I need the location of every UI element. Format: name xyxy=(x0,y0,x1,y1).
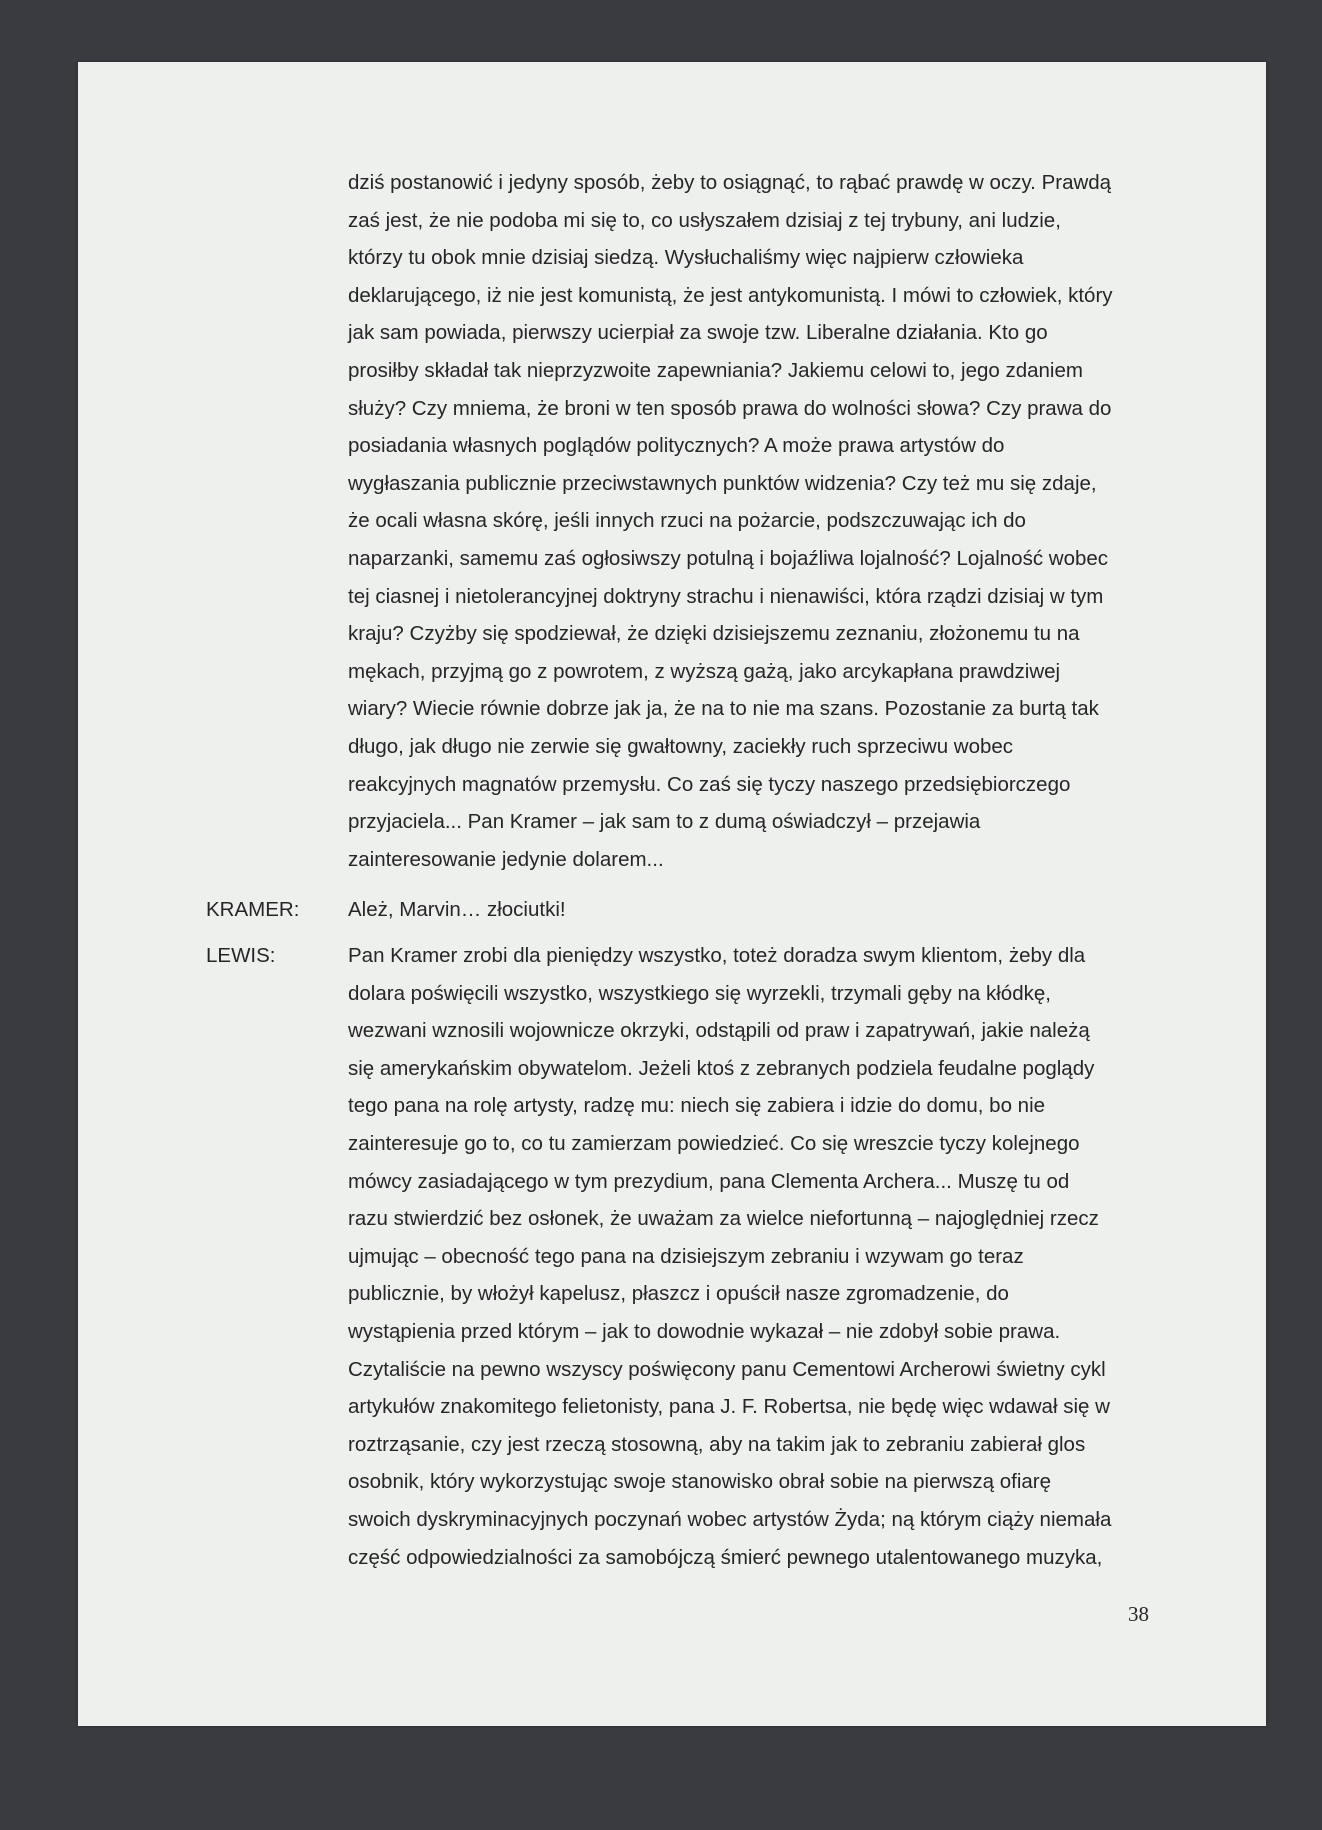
text-line: swoich dyskryminacyjnych poczynań wobec artystów Żyda; ną którym ciąży niemała xyxy=(348,1507,1112,1531)
text-line: którzy tu obok mnie dzisiaj siedzą. Wysłuchaliśmy więc najpierw człowieka xyxy=(348,246,1024,270)
text-line: osobnik, który wykorzystując swoje stanowisko obrał sobie na pierwszą ofiarę xyxy=(348,1470,1052,1494)
text-line: Ależ, Marvin… złociutki! xyxy=(348,898,566,921)
speaker-name: KRAMER: xyxy=(206,898,300,921)
page-number: 38 xyxy=(1128,1602,1149,1626)
text-line: naparzanki, samemu zaś ogłosiwszy potulną i bojaźliwa lojalność? Lojalność wobec xyxy=(348,546,1109,570)
text-line: wygłaszania publicznie przeciwstawnych punktów widzenia? Czy też mu się zdaje, xyxy=(348,471,1097,495)
text-line: część odpowiedzialności za samobójczą śmierć pewnego utalentowanego muzyka, xyxy=(348,1545,1103,1569)
page-content xyxy=(78,62,1266,1726)
text-line: mówcy zasiadającego w tym prezydium, pana Clementa Archera... Muszę tu od xyxy=(348,1169,1070,1193)
text-line: artykułów znakomitego felietonisty, pana J. F. Robertsa, nie będę więc wdawał się w xyxy=(348,1395,1110,1419)
document-page xyxy=(78,62,1266,1726)
text-line: Czytaliście na pewno wszyscy poświęcony panu Cementowi Archerowi świetny cykl xyxy=(348,1357,1106,1381)
text-line: długo, jak długo nie zerwie się gwałtowny, zaciekły ruch sprzeciwu wobec xyxy=(348,734,1014,758)
text-line: służy? Czy mniema, że broni w ten sposób prawa do wolności słowa? Czy prawa do xyxy=(348,396,1112,420)
text-line: roztrząsanie, czy jest rzeczą stosowną, aby na takim jak to zebraniu zabierał glos xyxy=(348,1432,1086,1456)
text-line: deklarującego, iż nie jest komunistą, że jest antykomunistą. I mówi to człowiek, który xyxy=(348,283,1113,307)
text-line: wezwani wznosili wojownicze okrzyki, odstąpili od praw i zapatrywań, jakie należą xyxy=(348,1019,1090,1043)
text-line: dziś postanowić i jedyny sposób, żeby to osiągnąć, to rąbać prawdę w oczy. Prawdą xyxy=(348,171,1112,194)
text-line: ujmując – obecność tego pana na dzisiejszym zebraniu i wzywam go teraz xyxy=(348,1244,1024,1268)
continued-speech xyxy=(348,164,1188,878)
kramer-speech xyxy=(348,891,1188,929)
text-line: tej ciasnej i nietolerancyjnej doktryny strachu i nienawiści, która rządzi dzisiaj w tym xyxy=(348,584,1104,608)
lewis-speech xyxy=(348,937,1188,1576)
text-line: posiadania własnych poglądów politycznych? A może prawa artystów do xyxy=(348,434,1005,458)
speaker-name: LEWIS: xyxy=(206,944,276,967)
text-line: kraju? Czyżby się spodziewał, że dzięki dzisiejszemu zeznaniu, złożonemu tu na xyxy=(348,622,1080,646)
text-line: wiary? Wiecie równie dobrze jak ja, że na to nie ma szans. Pozostanie za burtą tak xyxy=(348,697,1099,721)
text-line: przyjaciela... Pan Kramer – jak sam to z dumą oświadczył – przejawia xyxy=(348,810,981,834)
text-line: wystąpienia przed którym – jak to dowodnie wykazał – nie zdobył sobie prawa. xyxy=(348,1319,1061,1343)
text-line: mękach, przyjmą go z powrotem, z wyższą gażą, jako arcykapłana prawdziwej xyxy=(348,659,1061,683)
text-line: prosiłby składał tak nieprzyzwoite zapewniania? Jakiemu celowi to, jego zdaniem xyxy=(348,358,1083,382)
text-line: Pan Kramer zrobi dla pieniędzy wszystko, toteż doradza swym klientom, żeby dla xyxy=(348,944,1086,967)
text-line: że ocali własna skórę, jeśli innych rzuci na pożarcie, podszczuwając ich do xyxy=(348,509,1026,533)
text-line: reakcyjnych magnatów przemysłu. Co zaś się tyczy naszego przedsiębiorczego xyxy=(348,772,1071,796)
text-line: zainteresuje go to, co tu zamierzam powiedzieć. Co się wreszcie tyczy kolejnego xyxy=(348,1131,1080,1155)
text-line: się amerykańskim obywatelom. Jeżeli ktoś z zebranych podziela feudalne poglądy xyxy=(348,1056,1095,1080)
text-line: razu stwierdzić bez osłonek, że uważam za wielce niefortunną – najoględniej rzecz xyxy=(348,1207,1099,1231)
text-line: zainteresowanie jedynie dolarem... xyxy=(348,847,664,871)
text-line: zaś jest, że nie podoba mi się to, co usłyszałem dzisiaj z tej trybuny, ani ludzie, xyxy=(348,208,1061,232)
text-line: tego pana na rolę artysty, radzę mu: niech się zabiera i idzie do domu, bo nie xyxy=(348,1094,1046,1118)
text-line: publicznie, by włożył kapelusz, płaszcz i opuścił nasze zgromadzenie, do xyxy=(348,1282,1009,1306)
text-line: dolara poświęcili wszystko, wszystkiego się wyrzekli, trzymali gęby na kłódkę, xyxy=(348,981,1051,1005)
text-line: jak sam powiada, pierwszy ucierpiał za swoje tzw. Liberalne działania. Kto go xyxy=(348,321,1048,345)
